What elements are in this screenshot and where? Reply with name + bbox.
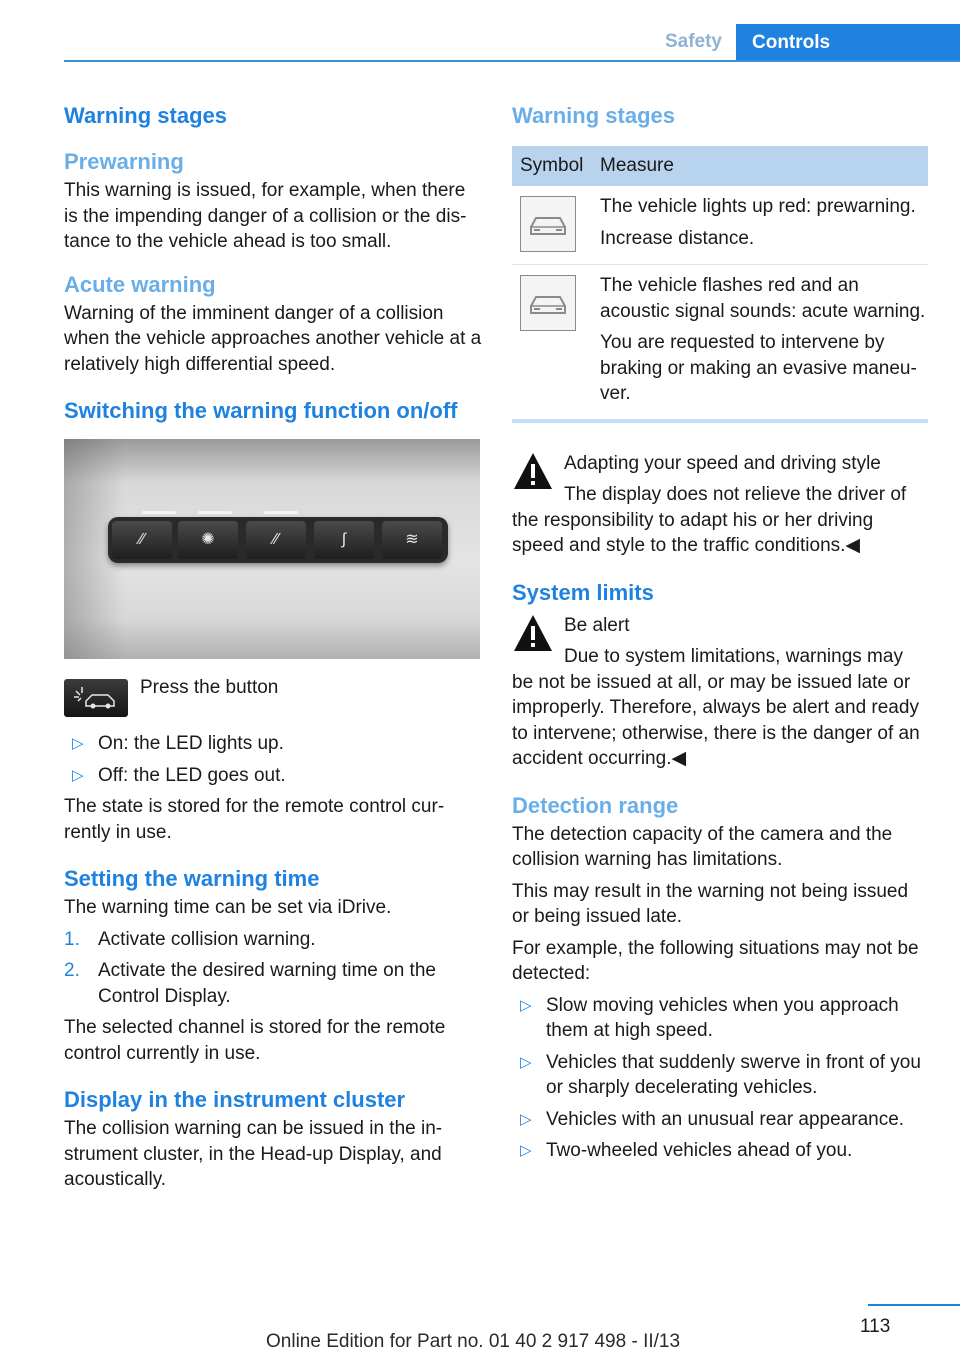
header-rule <box>64 60 960 62</box>
car-icon <box>520 275 576 331</box>
list-item <box>64 927 482 953</box>
measure-line: The vehicle flashes red and an acoustic signal sounds: acute warning. <box>600 275 926 322</box>
edition-text: Online Edition for Part no. 01 40 2 917 498 - II/13 <box>266 1331 681 1352</box>
prewarning-text: This warning is issued, for example, when there is the impending danger of a collision or the distance to the vehicle ahead is too small. <box>64 180 467 252</box>
channel-text: The selected channel is stored for the remote control currently in use. <box>64 1017 446 1064</box>
table-header <box>512 146 928 186</box>
step-text: Activate collision warning. <box>98 928 316 950</box>
press-button-row <box>64 675 482 723</box>
be-alert-text: Due to system limitations, warnings may be not be issued at all, or may be issued late or improperly. Therefore, always be alert and ready to intervene; otherwise, there is the danger of an accident occurring.◀ <box>512 646 920 769</box>
switching-heading: Switching the warning function on/off <box>64 398 458 423</box>
list-item-text: Two-wheeled vehicles ahead of you. <box>546 1140 853 1161</box>
measure-cell <box>600 273 928 407</box>
column-header-symbol: Symbol <box>520 155 584 176</box>
led-indicator <box>264 511 298 514</box>
detection-text: The detection capacity of the camera and the collision warning has limitations. <box>512 823 893 870</box>
header-chapter-tab: Controls <box>736 24 960 62</box>
acute-warning-text: Warning of the imminent danger of a collision when the vehicle approaches another vehicle at a relatively high differential speed. <box>64 302 482 375</box>
night-vision-button-icon: ≋ <box>382 521 442 559</box>
display-heading: Display in the instrument cluster <box>64 1087 406 1112</box>
detection-range-heading: Detection range <box>512 792 679 818</box>
display-text: The collision warning can be issued in the instrument cluster, in the Head-up Display, and acoustically. <box>64 1118 443 1190</box>
list-item-text: Slow moving vehicles when you approach them at high speed. <box>546 994 899 1041</box>
system-limits-heading: System limits <box>512 579 654 605</box>
button-panel-photo <box>64 439 480 659</box>
column-header-measure: Measure <box>600 155 674 176</box>
symbol-cell <box>512 273 600 407</box>
detection-list <box>512 993 928 1164</box>
footer-rule <box>868 1304 960 1306</box>
triangle-bullet-icon: ▷ <box>520 1053 532 1071</box>
warning-stages-table-heading: Warning stages <box>512 103 675 128</box>
measure-line: Increase distance. <box>600 227 755 249</box>
led-indicator <box>198 511 232 514</box>
list-item <box>512 1107 928 1133</box>
acute-warning-heading: Acute warning <box>64 271 216 297</box>
collision-warning-button-icon <box>64 679 128 717</box>
state-text: The state is stored for the remote control currently in use. <box>64 796 445 843</box>
lane-change-button-icon: ⁄⁄ <box>246 521 306 559</box>
be-alert-warning-block <box>512 613 928 772</box>
on-off-list <box>64 731 482 788</box>
measure-line: You are requested to intervene by braking or making an evasive maneuver. <box>600 332 917 404</box>
triangle-bullet-icon: ▷ <box>520 1142 532 1159</box>
symbol-cell <box>512 194 600 252</box>
be-alert-title: Be alert <box>564 614 630 636</box>
table-row <box>512 264 928 419</box>
list-item <box>512 1138 928 1164</box>
list-item-text: On: the LED lights up. <box>98 733 284 754</box>
step-number: 1. <box>64 928 80 950</box>
steps-list <box>64 927 482 1010</box>
triangle-bullet-icon: ▷ <box>520 996 532 1014</box>
page-number: 113 <box>860 1316 891 1337</box>
car-icon <box>520 196 576 252</box>
collision-warning-button-icon: ✺ <box>178 521 238 559</box>
table-row <box>512 186 928 264</box>
list-item <box>512 993 928 1044</box>
triangle-bullet-icon: ▷ <box>520 1110 532 1128</box>
left-column <box>64 100 482 1193</box>
list-item-text: Vehicles with an unusual rear appearance. <box>546 1108 905 1130</box>
measure-cell <box>600 194 928 252</box>
list-item-text: Vehicles that suddenly swerve in front of you or sharply decelerating vehicles. <box>546 1051 921 1098</box>
warning-triangle-icon <box>512 451 554 491</box>
measure-line: The vehicle lights up red: prewarning. <box>600 196 916 217</box>
adapting-title: Adapting your speed and driving style <box>564 452 881 474</box>
setting-warning-time-text: The warning time can be set via iDrive. <box>64 897 392 918</box>
warning-stages-heading: Warning stages <box>64 103 227 128</box>
led-indicator <box>142 511 176 514</box>
header-section-tab: Safety <box>664 31 722 52</box>
prewarning-heading: Prewarning <box>64 149 184 174</box>
list-item <box>64 958 482 1009</box>
side-view-button-icon: ∫ <box>314 521 374 559</box>
list-item-text: Off: the LED goes out. <box>98 764 286 786</box>
press-button-text: Press the button <box>140 677 279 698</box>
adapting-text: The display does not relieve the driver of the responsibility to adapt his or her driving speed and style to the traffic conditions.◀ <box>512 484 907 556</box>
list-item <box>512 1050 928 1101</box>
list-item <box>64 731 482 757</box>
detection-text: For example, the following situations may not be detected: <box>512 937 919 984</box>
photo-shadow-bottom <box>64 619 480 659</box>
triangle-bullet-icon: ▷ <box>72 766 84 784</box>
adapting-warning-block <box>512 451 928 559</box>
detection-text: This may result in the warning not being issued or being issued late. <box>512 880 909 927</box>
triangle-bullet-icon: ▷ <box>72 735 84 752</box>
right-column <box>512 100 928 1164</box>
step-number: 2. <box>64 960 80 981</box>
step-text: Activate the desired warning time on the Control Display. <box>98 960 436 1007</box>
list-item <box>64 763 482 789</box>
setting-warning-time-heading: Setting the warning time <box>64 866 320 891</box>
lane-warning-button-icon: ⁄∕ <box>112 521 172 559</box>
warning-stages-table <box>512 146 928 423</box>
warning-triangle-icon <box>512 613 554 653</box>
